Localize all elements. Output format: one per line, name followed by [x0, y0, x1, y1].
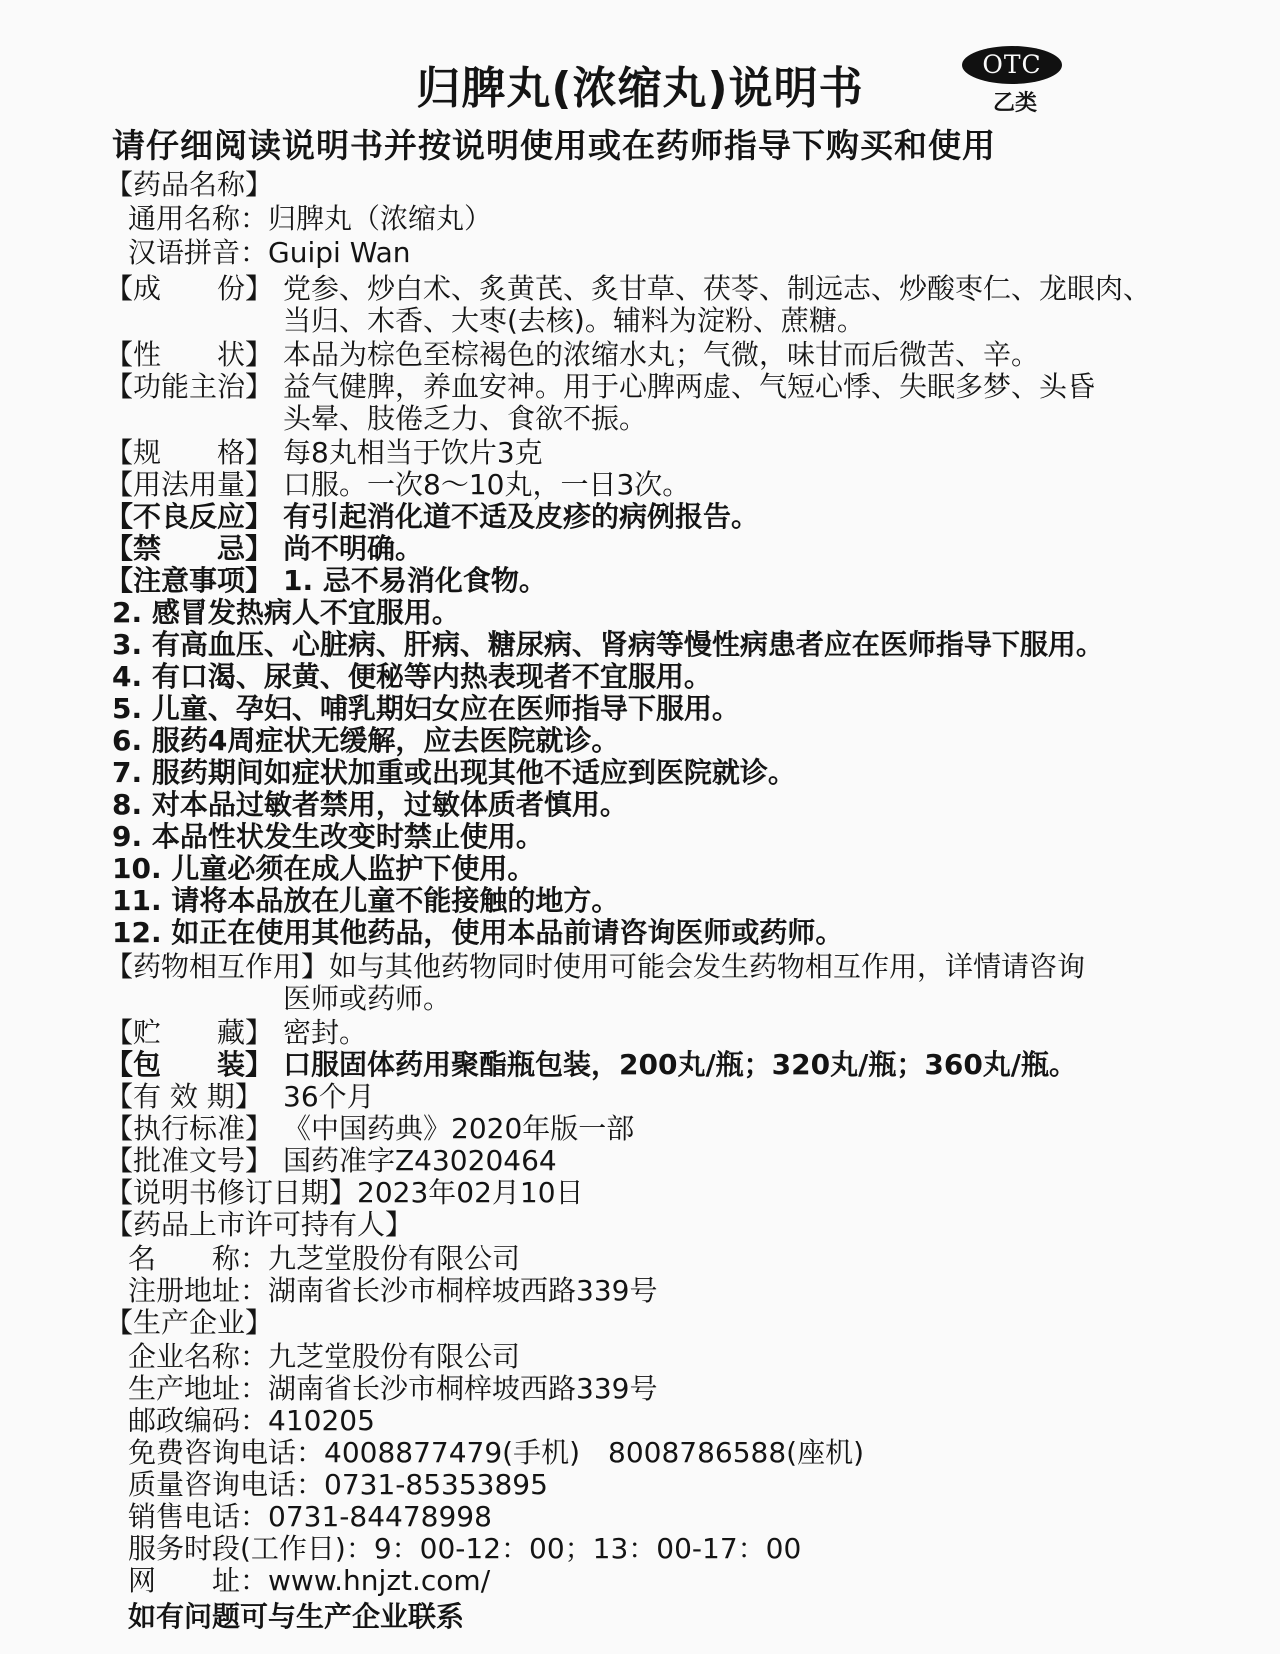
- dosage-row: [105, 468, 690, 502]
- sales-phone-label: 销售电话：: [128, 1500, 269, 1533]
- indications-heading: 【功能主治】: [105, 370, 274, 403]
- usage-warning: 请仔细阅读说明书并按说明使用或在药师指导下购买和使用: [112, 126, 996, 165]
- package-value: 口服固体药用聚酯瓶包装，200丸/瓶；320丸/瓶；360丸/瓶。: [283, 1048, 1078, 1081]
- revision-heading: 【说明书修订日期】: [105, 1176, 358, 1209]
- validity-heading: 【有 效 期】: [105, 1080, 263, 1113]
- specification-row: [105, 436, 543, 470]
- revision-value: 2023年02月10日: [357, 1176, 584, 1209]
- interactions-row: [105, 950, 1085, 984]
- precaution-item: 3. 有高血压、心脏病、肝病、糖尿病、肾病等慢性病患者应在医师指导下服用。: [112, 628, 1104, 661]
- hotline-row: [128, 1436, 864, 1470]
- manufacturer-address-row: [128, 1372, 657, 1406]
- standard-heading: 【执行标准】: [105, 1112, 274, 1145]
- manufacturer-address-value: 湖南省长沙市桐梓坡西路339号: [268, 1372, 658, 1405]
- precaution-item: 2. 感冒发热病人不宜服用。: [112, 596, 460, 629]
- contraindications-value: 尚不明确。: [283, 532, 424, 565]
- standard-value: 《中国药典》2020年版一部: [283, 1112, 635, 1145]
- storage-row: [105, 1016, 367, 1050]
- generic-name-value: 归脾丸（浓缩丸）: [268, 202, 493, 235]
- otc-badge: OTC: [962, 46, 1062, 84]
- dosage-heading: 【用法用量】: [105, 468, 274, 501]
- interactions-line-2: 医师或药师。: [283, 982, 452, 1015]
- interactions-line-1: 如与其他药物同时使用可能会发生药物相互作用，详情请咨询: [329, 950, 1086, 983]
- approval-heading: 【批准文号】: [105, 1144, 274, 1177]
- holder-name-label: 名 称：: [128, 1242, 269, 1275]
- precautions-heading: 【注意事项】: [105, 564, 274, 597]
- holder-name-value: 九芝堂股份有限公司: [268, 1242, 521, 1275]
- indications-line-2: 头晕、肢倦乏力、食欲不振。: [283, 402, 648, 435]
- precaution-item: 1. 忌不易消化食物。: [283, 564, 547, 597]
- manufacturer-address-label: 生产地址：: [128, 1372, 269, 1405]
- hotline-label: 免费咨询电话：: [128, 1436, 325, 1469]
- package-row: [105, 1048, 1077, 1082]
- revision-row: [105, 1176, 584, 1210]
- service-hours-label: 服务时段(工作日)：: [128, 1532, 374, 1565]
- quality-hotline-row: [128, 1468, 548, 1502]
- specification-heading: 【规 格】: [105, 436, 274, 469]
- otc-class-label: 乙类: [992, 91, 1037, 116]
- indications-row: [105, 370, 1095, 404]
- generic-name-row: [128, 202, 492, 236]
- precaution-item: 6. 服药4周症状无缓解，应去医院就诊。: [112, 724, 620, 757]
- generic-name-label: 通用名称：: [128, 202, 269, 235]
- dosage-value: 口服。一次8～10丸，一日3次。: [283, 468, 691, 501]
- holder-address-row: [128, 1274, 657, 1308]
- contraindications-row: [105, 532, 423, 566]
- precaution-item: 10. 儿童必须在成人监护下使用。: [112, 852, 536, 885]
- storage-heading: 【贮 藏】: [105, 1016, 274, 1049]
- postcode-row: [128, 1404, 375, 1438]
- description-value: 本品为棕色至棕褐色的浓缩水丸；气微，味甘而后微苦、辛。: [283, 338, 1040, 371]
- indications-line-1: 益气健脾，养血安神。用于心脾两虚、气短心悸、失眠多梦、头昏: [283, 370, 1096, 403]
- precaution-item: 11. 请将本品放在儿童不能接触的地方。: [112, 884, 620, 917]
- hotline-value: 4008877479(手机) 8008786588(座机): [324, 1436, 865, 1469]
- validity-row: [105, 1080, 375, 1114]
- manufacturer-heading: 【生产企业】: [105, 1306, 274, 1339]
- sales-phone-row: [128, 1500, 492, 1534]
- holder-heading: 【药品上市许可持有人】: [105, 1208, 414, 1241]
- website-label: 网 址：: [128, 1564, 269, 1597]
- precautions-row: [105, 564, 547, 598]
- storage-value: 密封。: [283, 1016, 368, 1049]
- footer-contact-note: 如有问题可与生产企业联系: [128, 1600, 465, 1633]
- approval-row: [105, 1144, 557, 1178]
- precaution-item: 9. 本品性状发生改变时禁止使用。: [112, 820, 544, 853]
- quality-hotline-label: 质量咨询电话：: [128, 1468, 325, 1501]
- precaution-item: 4. 有口渴、尿黄、便秘等内热表现者不宜服用。: [112, 660, 712, 693]
- standard-row: [105, 1112, 634, 1146]
- holder-address-label: 注册地址：: [128, 1274, 269, 1307]
- validity-value: 36个月: [283, 1080, 375, 1113]
- adverse-heading: 【不良反应】: [105, 500, 274, 533]
- document-title: 归脾丸(浓缩丸)说明书: [416, 63, 864, 114]
- holder-name-row: [128, 1242, 520, 1276]
- pinyin-row: [128, 236, 411, 270]
- sales-phone-value: 0731-84478998: [268, 1500, 492, 1533]
- precaution-item: 12. 如正在使用其他药品，使用本品前请咨询医师或药师。: [112, 916, 844, 949]
- ingredients-line-2: 当归、木香、大枣(去核)。辅料为淀粉、蔗糖。: [283, 304, 865, 337]
- quality-hotline-value: 0731-85353895: [324, 1468, 548, 1501]
- service-hours-row: [128, 1532, 801, 1566]
- postcode-label: 邮政编码：: [128, 1404, 269, 1437]
- ingredients-line-1: 党参、炒白术、炙黄芪、炙甘草、茯苓、制远志、炒酸枣仁、龙眼肉、: [283, 272, 1152, 305]
- precaution-item: 8. 对本品过敏者禁用，过敏体质者慎用。: [112, 788, 628, 821]
- description-row: [105, 338, 1039, 372]
- contraindications-heading: 【禁 忌】: [105, 532, 274, 565]
- manufacturer-name-value: 九芝堂股份有限公司: [268, 1340, 521, 1373]
- specification-value: 每8丸相当于饮片3克: [283, 436, 543, 469]
- service-hours-value: 9：00-12：00；13：00-17：00: [373, 1532, 802, 1565]
- adverse-row: [105, 500, 759, 534]
- postcode-value: 410205: [268, 1404, 375, 1437]
- website-row: [128, 1564, 490, 1598]
- manufacturer-name-row: [128, 1340, 520, 1374]
- package-heading: 【包 装】: [105, 1048, 274, 1081]
- website-value: www.hnjzt.com/: [268, 1564, 491, 1597]
- description-heading: 【性 状】: [105, 338, 274, 371]
- adverse-value: 有引起消化道不适及皮疹的病例报告。: [283, 500, 760, 533]
- drug-name-heading: 【药品名称】: [105, 168, 274, 201]
- pinyin-value: Guipi Wan: [268, 236, 411, 269]
- interactions-heading: 【药物相互作用】: [105, 950, 330, 983]
- holder-address-value: 湖南省长沙市桐梓坡西路339号: [268, 1274, 658, 1307]
- manufacturer-name-label: 企业名称：: [128, 1340, 269, 1373]
- approval-value: 国药准字Z43020464: [283, 1144, 557, 1177]
- ingredients-row: [105, 272, 1151, 306]
- precaution-item: 5. 儿童、孕妇、哺乳期妇女应在医师指导下服用。: [112, 692, 740, 725]
- pinyin-label: 汉语拼音：: [128, 236, 269, 269]
- precaution-item: 7. 服药期间如症状加重或出现其他不适应到医院就诊。: [112, 756, 796, 789]
- ingredients-heading: 【成 份】: [105, 272, 274, 305]
